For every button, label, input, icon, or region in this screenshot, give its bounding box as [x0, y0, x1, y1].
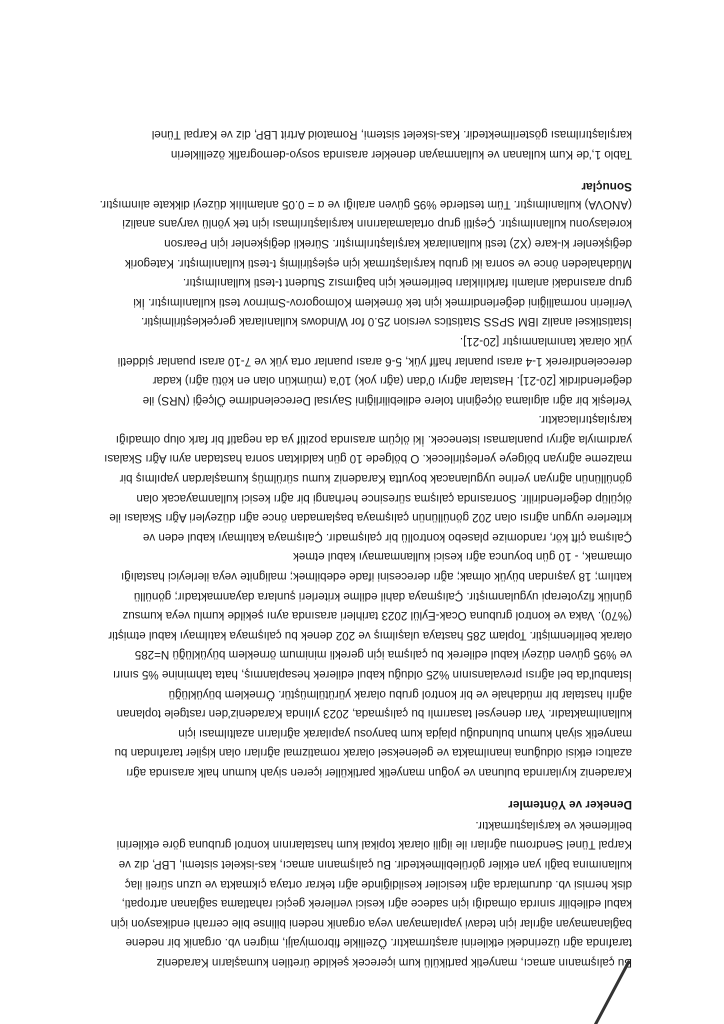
text-line: yük olarak tanımlanmıştır [20-21].: [459, 334, 632, 348]
text-line: korelasyonu kullanılmıştır. Çeşitli grup ortalamalarının karşılaştırılması için tek yönlü varyans analizi: [122, 217, 632, 231]
text-line: İstatistiksel analiz IBM SPSS Statistics version 25.0 for Windows kullanılarak gerçekleştirilmiştir.: [141, 315, 632, 329]
text-line: manyetik siyah kumun bulunduğu plajda kum banyosu yapılarak ağrıların azaltılması için: [178, 726, 632, 740]
text-line: disk hernisi vb. durumlarda ağrı kesiciler kesildiğinde ağrı tekrar ortaya çıkmakta ve uzun süreli ilaç: [124, 877, 632, 891]
text-line: derecelendirerek 1-4 arası puanlar hafif yük, 5-6 arası puanlar orta yük ve 7-10 arası puanlar şiddetli: [117, 354, 632, 368]
methods-paragraph: [60, 194, 632, 782]
text-line: kullanımına bağlı yan etkiler görülebilmektedir. Bu çalışmanın amacı, kas-iskelet sistemi, LBP, diz ve: [118, 858, 632, 872]
text-line: Karadeniz kıyılarında bulunan ve yoğun manyetik partiküller içeren siyah kumun halk arasında ağrı: [126, 766, 632, 779]
intro-paragraph: [60, 815, 632, 972]
text-line: belirlemek ve karşılaştırmaktır.: [475, 818, 632, 832]
text-line: ağrılı hastalar bir müdahale ve bir kontrol grubu olarak yürütülmüştür. Örneklem büyüklüğü: [168, 687, 632, 701]
text-line: gönüllünün ağrıyan yerine uygulanacak boyutta Karadeniz kumu sürülmüş kumaşlardan yapılmış bir: [119, 472, 632, 486]
text-line: grup arasındaki anlamlı farklılıkları belirlemek için bağımsız Student t-testi kullanılmıştır.: [182, 276, 632, 290]
text-line: Verilerin normalliğini değerlendirmek için tek örneklem Kolmogorov-Smirnov testi kullanılmıştır. İki: [133, 295, 632, 309]
text-line: değişkenler ki-kare (X2) testi kullanılarak karşılaştırılmıştır. Sürekli değişkenler için Pearson: [164, 236, 632, 250]
results-paragraph: [60, 125, 632, 164]
text-line: olmamak, - 10 gün boyunca ağrı kesici kullanmamayı kabul etmek: [293, 550, 632, 564]
text-line: Karpal Tünel Sendromu ağrıları ile ilgili olarak topikal kum hastalarının kontrol grubuna göre etkilerini: [116, 838, 632, 852]
text-line: İstanbul'da bel ağrısı prevalansının %25 olduğu kabul edilerek hesaplanmış, hata tahminine %5 sınırı: [112, 668, 632, 682]
text-line: kullanılmaktadır. Yarı deneysel tasarımlı bu çalışmada, 2023 yılında Karadeniz'den rastgele toplanan: [116, 707, 632, 721]
text-line: malzeme ağrıyan bölgeye yerleştirilecek. O bölgede 10 gün kaldıktan sonra hastadan aynı Ağrı Skalası: [104, 452, 632, 466]
text-line: Yerleşik bir ağrı algılama ölçeğinin tolere edilebilirliğini Sayısal Derecelendirme Ölçeği (NRS) ile: [142, 393, 632, 407]
text-line: karşılaştırılması gösterilmektedir. Kas-iskelet sistemi, Romatoid Artrit LBP, diz ve Karpal Tünel: [151, 128, 632, 142]
text-line: katılım; 18 yaşından büyük olmak; ağrı derecesini ifade edebilmek; malignite veya ilerleyici hastalığı: [120, 570, 632, 584]
text-line: Çalışma çift kör, randomize plasebo kontrollü bir çalışmadır. Çalışmaya katılmayı kabul eden ve: [142, 530, 632, 544]
text-line: Müdahaleden önce ve sonra iki grubu karşılaştırmak için eşleştirilmiş t-testi kullanılmıştır. Kategorik: [124, 256, 632, 270]
text-line: bağlanamayan ağrılar için tedavi yapılamayan veya organik nedeni bilinse bile cerrahi endikasyon için: [110, 916, 632, 930]
text-line: günlük fizyoterapi uygulanmıştır. Çalışmaya dahil edilme kriterleri şunlara dayanmaktadır; gönüllü: [133, 589, 632, 603]
text-line: (ANOVA) kullanılmıştır. Tüm testlerde %95 güven aralığı ve α = 0.05 anlamlılık düzeyi dikkate alınmıştır.: [99, 197, 632, 211]
text-line: ölçülüp değerlendirilir. Sonrasında çalışma süresince herhangi bir ağrı kesici kullanmayacak olan: [136, 491, 632, 505]
text-line: tarafında ağrı üzerindeki etkilerini araştırmaktır. Özellikle fibromiyalji, migren vb. organik bir nedene: [125, 936, 632, 950]
text-line: değerlendirdik [20-21]. Hastalar ağrıyı 0'dan (ağrı yok) 10'a (mümkün olan en kötü ağrı) kadar: [152, 374, 632, 388]
text-line: ve %95 güven düzeyi kabul edilerek bu çalışma için gerekli minimum örneklem büyüklüğü N=285: [134, 648, 632, 662]
text-line: (%70). Vaka ve kontrol grubuna Ocak-Eylül 2023 tarihleri arasında aynı şekilde kumlu veya kumsuz: [122, 609, 632, 623]
text-line: kriterlere uygun ağrısı olan 202 gönüllünün çalışmaya başlamadan önce ağrı düzeyleri Ağrı Skalası ile: [109, 511, 632, 525]
text-line: olarak belirlenmiştir. Toplam 285 hastaya ulaşılmış ve 202 denek bu çalışmaya katılmayı kabul etmiştir: [108, 628, 632, 642]
text-line: kabul edilebilir sınırda olmadığı için sadece ağrı kesici verilerek geçici rahatlama sağlanan artropati,: [121, 897, 632, 911]
text-line: azaltıcı etkisi olduğuna inanılmakta ve geleneksel olarak romatizmal ağrıları olan kişiler tarafından bu: [114, 746, 632, 760]
text-line: Tablo 1,'de Kum kullanan ve kullanmayan denekler arasında sosyo-demografik özelliklerin: [170, 148, 632, 161]
text-line: karşılaştırılacaktır.: [538, 413, 632, 427]
text-line: yardımıyla ağrıyı puanlaması istenecek. İki ölçüm arasında pozitif ya da negatif bir fark olup olmadığı: [115, 432, 632, 446]
text-line: Bu çalışmanın amacı, manyetik partikülü kum içerecek şekilde üretilen kumaşların Karadeniz: [156, 956, 632, 969]
results-heading: Sonuçlar: [581, 180, 632, 194]
methods-heading: Deneker ve Yöntemler: [508, 798, 632, 812]
